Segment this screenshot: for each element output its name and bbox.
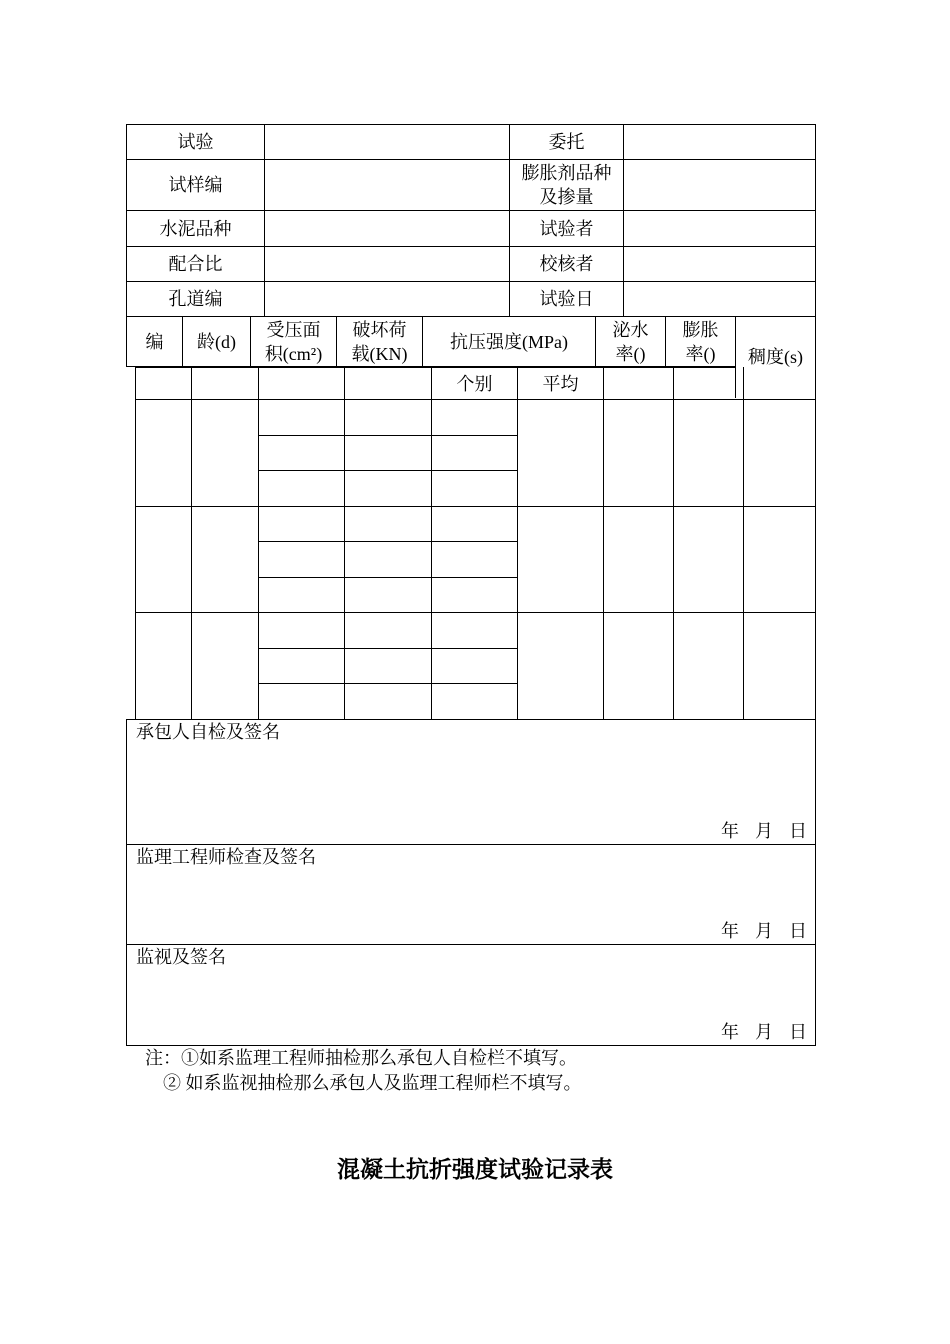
grid-border-left	[135, 367, 136, 719]
subrow-divider	[258, 648, 518, 649]
engineer-signature-label: 监理工程师检查及签名	[136, 847, 316, 867]
col-divider	[517, 367, 518, 719]
col-divider	[603, 367, 604, 719]
group-divider	[135, 506, 816, 507]
checker-label: 校核者	[539, 254, 594, 274]
col-header-strength: 抗压强度(MPa)	[450, 331, 568, 352]
date-year: 年	[721, 1022, 739, 1042]
tester-label: 试验者	[539, 218, 594, 239]
note-line-2: ② 如系监视抽检那么承包人及监理工程师栏不填写。	[163, 1073, 582, 1093]
col-header-average: 平均	[542, 373, 579, 394]
row-divider	[126, 844, 816, 845]
sample-no-label: 试样编	[168, 175, 223, 195]
col-header-bleeding: 泌水 率()	[612, 319, 649, 364]
col-divider	[743, 367, 744, 719]
cement-type-label: 水泥品种	[159, 218, 232, 239]
date-month: 月	[755, 821, 773, 841]
date-day: 日	[789, 1022, 807, 1042]
duct-no-label: 孔道编	[168, 289, 223, 309]
col-header-age: 龄(d)	[197, 331, 236, 352]
col-header-load: 破坏荷 载(KN)	[351, 319, 408, 364]
col-header-consistency: 稠度(s)	[748, 347, 803, 367]
col-divider	[344, 367, 345, 719]
col-divider	[264, 124, 265, 316]
form-border-left-lower	[126, 719, 127, 1046]
col-header-no: 编	[145, 331, 164, 352]
admixture-label: 膨胀剂品种 及掺量	[521, 163, 612, 207]
supervision-signature-label: 监视及签名	[136, 947, 226, 967]
col-header-individual: 个别	[456, 373, 493, 394]
date-month: 月	[755, 921, 773, 941]
date-day: 日	[789, 921, 807, 941]
note-line-1: 注：①如系监理工程师抽检那么承包人自检栏不填写。	[145, 1048, 577, 1068]
entrust-label: 委托	[548, 132, 585, 152]
col-divider	[623, 124, 624, 316]
contractor-signature-label: 承包人自检及签名	[136, 722, 280, 742]
col-header-expansion: 膨胀 率()	[682, 319, 719, 364]
subrow-divider	[258, 577, 518, 578]
form-border-right-lower	[815, 719, 816, 1046]
group-divider	[135, 612, 816, 613]
subrow-divider	[258, 541, 518, 542]
date-year: 年	[721, 921, 739, 941]
page-title: 混凝土抗折强度试验记录表	[337, 1157, 613, 1182]
col-header-area: 受压面 积(cm²)	[264, 319, 323, 364]
row-divider	[126, 719, 816, 720]
col-divider	[258, 367, 259, 719]
test-label: 试验	[177, 132, 214, 152]
date-month: 月	[755, 1022, 773, 1042]
test-date-label: 试验日	[539, 289, 594, 309]
date-day: 日	[789, 821, 807, 841]
col-divider	[191, 367, 192, 719]
col-divider	[431, 367, 432, 719]
col-divider	[673, 367, 674, 719]
subrow-divider	[258, 683, 518, 684]
grid-border-right	[815, 367, 816, 719]
row-divider	[126, 944, 816, 945]
row-divider	[135, 399, 816, 400]
date-year: 年	[721, 821, 739, 841]
subrow-divider	[258, 470, 518, 471]
mix-ratio-label: 配合比	[168, 254, 223, 274]
form-border-bottom	[126, 1045, 816, 1046]
subrow-divider	[258, 435, 518, 436]
